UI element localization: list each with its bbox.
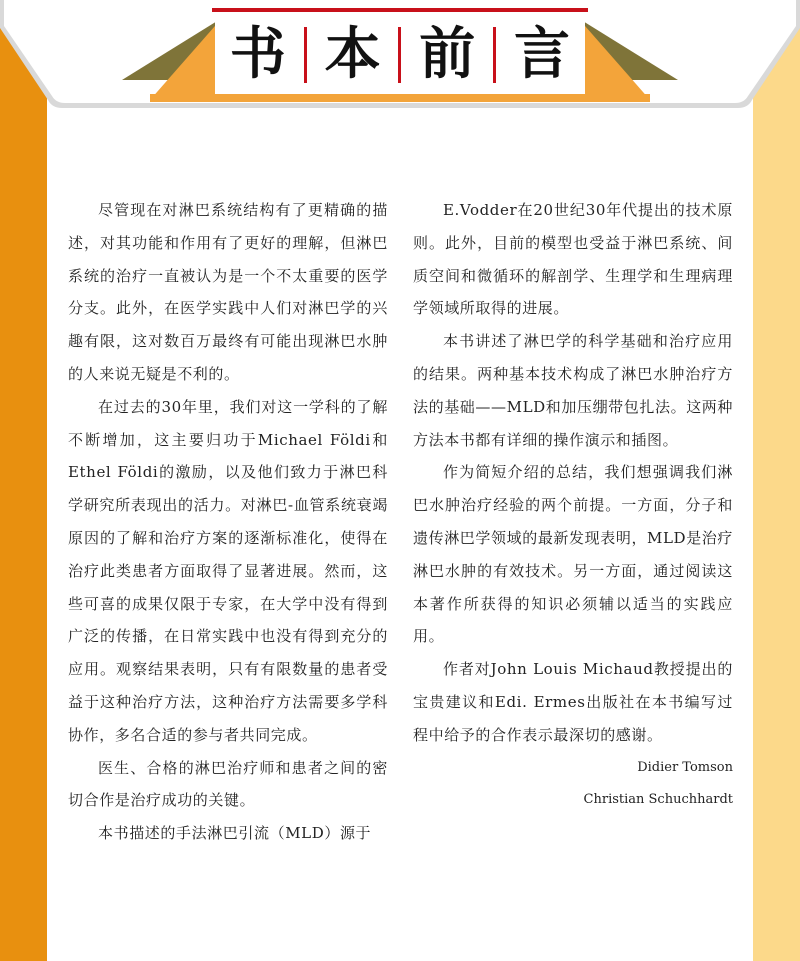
paragraph: 作为简短介绍的总结，我们想强调我们淋巴水肿治疗经验的两个前提。一方面，分子和遗传淋巴学领域的最新发现表明，MLD是治疗淋巴水肿的有效技术。另一方面，通过阅读这本著作所获得的知识必须辅以适当的实践应用。 <box>413 463 733 646</box>
title-banner <box>0 0 800 120</box>
paragraph: E.Vodder在20世纪30年代提出的技术原则。此外，目前的模型也受益于淋巴系统、间质空间和微循环的解剖学、生理学和生理病理学领域所取得的进展。 <box>413 201 733 318</box>
author-signature: Christian Schuchhardt <box>583 791 733 807</box>
title-char-2: 本 <box>324 22 381 87</box>
paragraph: 尽管现在对淋巴系统结构有了更精确的描述，对其功能和作用有了更好的理解，但淋巴系统的治疗一直被认为是一个不太重要的医学分支。此外，在医学实践中人们对淋巴学的兴趣有限，这对数百万最终有可能出现淋巴水肿的人来说无疑是不利的。 <box>68 201 388 383</box>
title-separator <box>304 27 307 83</box>
title-char-1: 书 <box>229 22 286 87</box>
right-yellow-bar <box>753 0 800 961</box>
paragraph: 医生、合格的淋巴治疗师和患者之间的密切合作是治疗成功的关键。 <box>68 758 388 810</box>
paragraph: 在过去的30年里，我们对这一学科的了解不断增加，这主要归功于Michael Földi和Ethel Földi的激励，以及他们致力于淋巴科学研究所表现出的活力。对淋巴-血管系统衰竭原因的了解和治疗方案的逐渐标准化，使得在治疗此类患者方面取得了显著进展。然而，这些可喜的成果仅限于专家，在大学中没有得到广泛的传播，在日常实践中也没有得到充分的应用。观察结果表明，只有有限数量的患者受益于这种治疗方法，这种治疗方法需要多学科协作，多名合适的参与者共同完成。 <box>68 397 388 744</box>
left-column <box>68 194 388 850</box>
title-separator <box>398 27 401 83</box>
title-char-3: 前 <box>419 22 476 87</box>
right-column <box>413 194 733 816</box>
title-char-4: 言 <box>513 22 570 87</box>
paragraph: 本书讲述了淋巴学的科学基础和治疗应用的结果。两种基本技术构成了淋巴水肿治疗方法的基础——MLD和加压绷带包扎法。这两种方法本书都有详细的操作演示和插图。 <box>413 332 733 449</box>
left-orange-bar <box>0 0 47 961</box>
title-separator <box>493 27 496 83</box>
paragraph: 本书描述的手法淋巴引流（MLD）源于 <box>98 824 372 843</box>
page-title <box>215 15 585 95</box>
paragraph: 作者对John Louis Michaud教授提出的宝贵建议和Edi. Ermes出版社在本书编写过程中给予的合作表示最深切的感谢。 <box>413 660 733 744</box>
author-signature: Didier Tomson <box>637 759 733 775</box>
